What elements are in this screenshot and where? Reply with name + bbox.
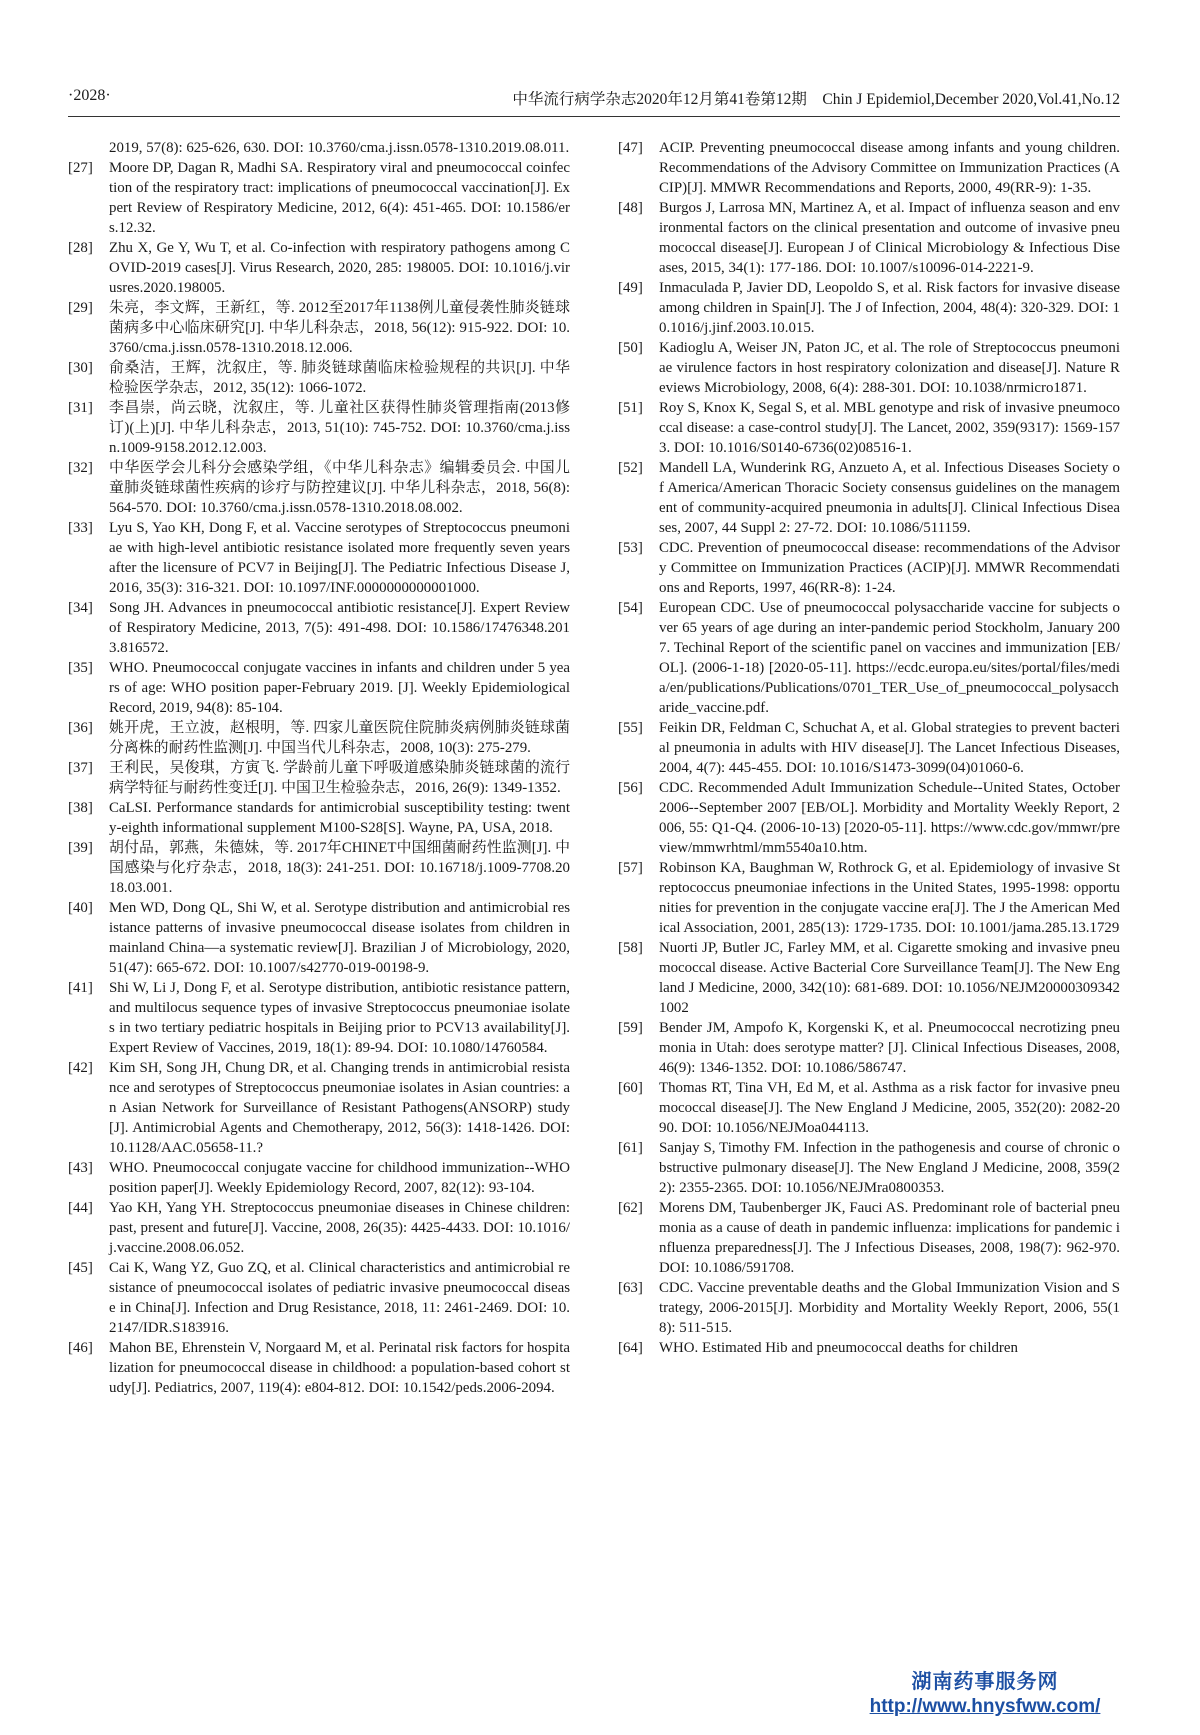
reference-entry (68, 518, 570, 598)
reference-number: [43] (68, 1160, 93, 1176)
reference-text: WHO. Pneumococcal conjugate vaccine for childhood immunization--WHO position paper[J]. Weekly Epidemiology Record, 2007, 82(12): 93-104. (109, 1160, 570, 1196)
reference-entry (68, 158, 570, 238)
reference-text: Moore DP, Dagan R, Madhi SA. Respiratory viral and pneumococcal coinfection of the respiratory tract: implications of pneumococcal vaccination[J]. Expert Review of Respiratory Medicine, 2012, 6(4): 451-465. DOI: 10.1586/ers.12.32. (109, 160, 570, 236)
reference-text: Lyu S, Yao KH, Dong F, et al. Vaccine serotypes of Streptococcus pneumoniae with high-level antibiotic resistance isolated more frequently seven years after the licensure of PCV7 in Beijing[J]. The Pediatric Infectious Disease J, 2016, 35(3): 316-321. DOI: 10.1097/INF.0000000000001000. (109, 520, 570, 596)
page-number: ·2028· (68, 87, 111, 104)
reference-number: [53] (618, 540, 643, 556)
reference-text: Mandell LA, Wunderink RG, Anzueto A, et al. Infectious Diseases Society of America/American Thoracic Society consensus guidelines on the management of community-acquired pneumonia in adults[J]. Clinical Infectious Diseases, 2007, 44 Suppl 2: 27-72. DOI: 10.1086/511159. (659, 460, 1120, 536)
site-watermark (840, 1665, 1130, 1718)
watermark-url-link[interactable]: http://www.hnysfww.com/ (869, 1696, 1101, 1717)
reference-number: [49] (618, 280, 643, 296)
reference-text: 姚开虎，王立波，赵根明，等. 四家儿童医院住院肺炎病例肺炎链球菌分离株的耐药性监测[J]. 中国当代儿科杂志，2008, 10(3): 275-279. (109, 720, 570, 756)
reference-text: Burgos J, Larrosa MN, Martinez A, et al. Impact of influenza season and environmental factors on the clinical presentation and outcome of invasive pneumococcal disease[J]. European J of Clinical Microbiology & Infectious Diseases, 2015, 34(1): 177-186. DOI: 10.1007/s10096-014-2221-9. (659, 200, 1120, 276)
reference-number: [28] (68, 240, 93, 256)
reference-entry (68, 1338, 570, 1398)
reference-entry (618, 938, 1120, 1018)
reference-entry (618, 538, 1120, 598)
reference-text: 中华医学会儿科分会感染学组，《中华儿科杂志》编辑委员会. 中国儿童肺炎链球菌性疾病的诊疗与防控建议[J]. 中华儿科杂志，2018, 56(8): 564-570. DOI: 10.3760/cma.j.issn.0578-1310.2018.08.002. (109, 460, 570, 516)
reference-number: [32] (68, 460, 93, 476)
reference-text: 胡付品，郭燕，朱德妹，等. 2017年CHINET中国细菌耐药性监测[J]. 中国感染与化疗杂志，2018, 18(3): 241-251. DOI: 10.16718/j.1009-7708.2018.03.001. (109, 840, 570, 896)
reference-text: European CDC. Use of pneumococcal polysaccharide vaccine for subjects over 65 years of age during an inter-pandemic period Stockholm, January 2007. Techinal Report of the scientific panel on vaccines and immunization [EB/OL]. (2006-1-18) [2020-05-11]. https://ecdc.europa.eu/sites/portal/files/media/en/publications/Publications/0701_TER_Use_of_pneumococcal_polysaccharide_vaccine.pdf. (659, 600, 1120, 716)
page-header (68, 87, 1120, 115)
reference-number: [47] (618, 140, 643, 156)
reference-entry (68, 238, 570, 298)
reference-text: 王利民，吴俊琪，方寅飞. 学龄前儿童下呼吸道感染肺炎链球菌的流行病学特征与耐药性变迁[J]. 中国卫生检验杂志，2016, 26(9): 1349-1352. (109, 760, 570, 796)
reference-list-left-column (68, 138, 570, 1398)
reference-number: [57] (618, 860, 643, 876)
reference-number: [60] (618, 1080, 643, 1096)
reference-number (68, 138, 109, 158)
reference-entry (68, 718, 570, 758)
reference-entry (68, 978, 570, 1058)
reference-entry (618, 598, 1120, 718)
reference-text: CaLSI. Performance standards for antimicrobial susceptibility testing: twenty-eighth informational supplement M100-S28[S]. Wayne, PA, USA, 2018. (109, 800, 570, 836)
reference-text: Robinson KA, Baughman W, Rothrock G, et al. Epidemiology of invasive Streptococcus pneumoniae infections in the United States, 1995-1998: opportunities for prevention in the conjugate vaccine era[J]. The J the American Medical Association, 2001, 285(13): 1729-1735. DOI: 10.1001/jama.285.13.1729 (659, 860, 1120, 936)
reference-number: [42] (68, 1060, 93, 1076)
reference-entry (618, 138, 1120, 198)
reference-number: [46] (68, 1340, 93, 1356)
reference-text: ACIP. Preventing pneumococcal disease among infants and young children. Recommendations of the Advisory Committee on Immunization Practices (ACIP)[J]. MMWR Recommendations and Reports, 2000, 49(RR-9): 1-35. (659, 140, 1120, 196)
reference-entry (618, 338, 1120, 398)
reference-text: Nuorti JP, Butler JC, Farley MM, et al. Cigarette smoking and invasive pneumococcal disease. Active Bacterial Core Surveillance Team[J]. The New England J Medicine, 2000, 342(10): 681-689. DOI: 10.1056/NEJM200003093421002 (659, 940, 1120, 1016)
reference-text: Roy S, Knox K, Segal S, et al. MBL genotype and risk of invasive pneumococcal disease: a case-control study[J]. The Lancet, 2002, 359(9317): 1569-1573. DOI: 10.1016/S0140-6736(02)08516-1. (659, 400, 1120, 456)
reference-text: Song JH. Advances in pneumococcal antibiotic resistance[J]. Expert Review of Respiratory Medicine, 2013, 7(5): 491-498. DOI: 10.1586/17476348.2013.816572. (109, 600, 570, 656)
reference-number: [27] (68, 160, 93, 176)
reference-text: 李昌崇，尚云晓，沈叙庄，等. 儿童社区获得性肺炎管理指南(2013修订)(上)[J]. 中华儿科杂志，2013, 51(10): 745-752. DOI: 10.3760/cma.j.issn.1009-9158.2012.12.003. (109, 400, 570, 456)
reference-number: [50] (618, 340, 643, 356)
reference-text: Feikin DR, Feldman C, Schuchat A, et al. Global strategies to prevent bacterial pneumonia in adults with HIV disease[J]. The Lancet Infectious Diseases, 2004, 4(7): 445-455. DOI: 10.1016/S1473-3099(04)01060-6. (659, 720, 1120, 776)
reference-text: WHO. Estimated Hib and pneumococcal deaths for children (659, 1340, 1018, 1356)
reference-entry (68, 398, 570, 458)
reference-number: [44] (68, 1200, 93, 1216)
reference-entry (618, 1078, 1120, 1138)
reference-entry (618, 1278, 1120, 1338)
reference-text: Yao KH, Yang YH. Streptococcus pneumoniae diseases in Chinese children: past, present and future[J]. Vaccine, 2008, 26(35): 4425-4433. DOI: 10.1016/j.vaccine.2008.06.052. (109, 1200, 570, 1256)
reference-text: Kim SH, Song JH, Chung DR, et al. Changing trends in antimicrobial resistance and serotypes of Streptococcus pneumoniae isolates in Asian countries: an Asian Network for Surveillance of Resistant Pathogens(ANSORP) study[J]. Antimicrobial Agents and Chemotherapy, 2012, 56(3): 1418-1426. DOI: 10.1128/AAC.05658-11.? (109, 1060, 570, 1156)
reference-text: Shi W, Li J, Dong F, et al. Serotype distribution, antibiotic resistance pattern, and multilocus sequence types of invasive Streptococcus pneumoniae isolates in two tertiary pediatric hospitals in Beijing prior to PCV13 availability[J]. Expert Review of Vaccines, 2019, 18(1): 89-94. DOI: 10.1080/14760584. (109, 980, 570, 1056)
reference-entry (68, 1258, 570, 1338)
reference-text: WHO. Pneumococcal conjugate vaccines in infants and children under 5 years of age: WHO position paper-February 2019. [J]. Weekly Epidemiological Record, 2019, 94(8): 85-104. (109, 660, 570, 716)
reference-number: [61] (618, 1140, 643, 1156)
reference-text: CDC. Recommended Adult Immunization Schedule--United States, October 2006--September 2007 [EB/OL]. Morbidity and Mortality Weekly Report, 2006, 55: Q1-Q4. (2006-10-13) [2020-05-11]. https://www.cdc.gov/mmwr/preview/mmwrhtml/mm5540a10.htm. (659, 780, 1120, 856)
reference-text: Men WD, Dong QL, Shi W, et al. Serotype distribution and antimicrobial resistance patterns of invasive pneumococcal disease isolates from children in mainland China—a systematic review[J]. Brazilian J of Microbiology, 2020, 51(47): 665-672. DOI: 10.1007/s42770-019-00198-9. (109, 900, 570, 976)
reference-entry (68, 838, 570, 898)
reference-number: [55] (618, 720, 643, 736)
reference-text: Morens DM, Taubenberger JK, Fauci AS. Predominant role of bacterial pneumonia as a cause of death in pandemic influenza: implications for pandemic influenza preparedness[J]. The J Infectious Diseases, 2008, 198(7): 962-970. DOI: 10.1086/591708. (659, 1200, 1120, 1276)
reference-entry (68, 798, 570, 838)
reference-text: CDC. Vaccine preventable deaths and the Global Immunization Vision and Strategy, 2006-2015[J]. Morbidity and Mortality Weekly Report, 2006, 55(18): 511-515. (659, 1280, 1120, 1336)
reference-entry (618, 778, 1120, 858)
reference-number: [30] (68, 360, 93, 376)
reference-number: [48] (618, 200, 643, 216)
reference-number: [56] (618, 780, 643, 796)
reference-text: Cai K, Wang YZ, Guo ZQ, et al. Clinical characteristics and antimicrobial resistance of pneumococcal isolates of pediatric invasive pneumococcal disease in China[J]. Infection and Drug Resistance, 2018, 11: 2461-2469. DOI: 10.2147/IDR.S183916. (109, 1260, 570, 1336)
reference-entry (618, 278, 1120, 338)
reference-entry (68, 598, 570, 658)
reference-number: [63] (618, 1280, 643, 1296)
reference-number: [38] (68, 800, 93, 816)
reference-number: [64] (618, 1340, 643, 1356)
reference-entry (68, 138, 570, 158)
reference-number: [37] (68, 760, 93, 776)
reference-number: [39] (68, 840, 93, 856)
reference-number: [29] (68, 300, 93, 316)
reference-entry (68, 358, 570, 398)
reference-number: [33] (68, 520, 93, 536)
reference-text: Sanjay S, Timothy FM. Infection in the pathogenesis and course of chronic obstructive pulmonary disease[J]. The New England J Medicine, 2008, 359(22): 2355-2365. DOI: 10.1056/NEJMra0800353. (659, 1140, 1120, 1196)
reference-text: Thomas RT, Tina VH, Ed M, et al. Asthma as a risk factor for invasive pneumococcal disease[J]. The New England J Medicine, 2005, 352(20): 2082-2090. DOI: 10.1056/NEJMoa044113. (659, 1080, 1120, 1136)
reference-entry (618, 1198, 1120, 1278)
reference-number: [35] (68, 660, 93, 676)
reference-entry (618, 1018, 1120, 1078)
reference-number: [41] (68, 980, 93, 996)
reference-text: Bender JM, Ampofo K, Korgenski K, et al. Pneumococcal necrotizing pneumonia in Utah: does serotype matter? [J]. Clinical Infectious Diseases, 2008, 46(9): 1346-1352. DOI: 10.1086/586747. (659, 1020, 1120, 1076)
reference-entry (618, 198, 1120, 278)
reference-number: [58] (618, 940, 643, 956)
reference-entry (68, 1198, 570, 1258)
reference-entry (68, 898, 570, 978)
reference-entry (68, 1058, 570, 1158)
reference-entry (618, 718, 1120, 778)
reference-number: [31] (68, 400, 93, 416)
reference-entry (618, 1338, 1120, 1358)
reference-text: 2019, 57(8): 625-626, 630. DOI: 10.3760/cma.j.issn.0578-1310.2019.08.011. (109, 140, 570, 156)
reference-entry (68, 1158, 570, 1198)
reference-text: CDC. Prevention of pneumococcal disease: recommendations of the Advisory Committee on Immunization Practices (ACIP)[J]. MMWR Recommendations and Reports, 1997, 46(RR-8): 1-24. (659, 540, 1120, 596)
journal-running-header: 中华流行病学杂志2020年12月第41卷第12期 Chin J Epidemiol,December 2020,Vol.41,No.12 (512, 91, 1120, 108)
reference-number: [62] (618, 1200, 643, 1216)
reference-entry (618, 858, 1120, 938)
reference-entry (68, 658, 570, 718)
reference-entry (618, 1138, 1120, 1198)
watermark-site-name: 湖南药事服务网 (911, 1671, 1059, 1693)
reference-entry (68, 298, 570, 358)
reference-text: Kadioglu A, Weiser JN, Paton JC, et al. The role of Streptococcus pneumoniae virulence factors in host respiratory colonization and disease[J]. Nature Reviews Microbiology, 2008, 6(4): 288-301. DOI: 10.1038/nrmicro1871. (659, 340, 1120, 396)
reference-number: [54] (618, 600, 643, 616)
reference-number: [40] (68, 900, 93, 916)
reference-number: [36] (68, 720, 93, 736)
reference-text: Inmaculada P, Javier DD, Leopoldo S, et al. Risk factors for invasive disease among children in Spain[J]. The J of Infection, 2004, 48(4): 320-329. DOI: 10.1016/j.jinf.2003.10.015. (659, 280, 1120, 336)
reference-entry (618, 398, 1120, 458)
reference-number: [45] (68, 1260, 93, 1276)
reference-number: [52] (618, 460, 643, 476)
reference-list-right-column (618, 138, 1120, 1358)
reference-number: [59] (618, 1020, 643, 1036)
reference-text: 俞桑洁，王辉，沈叙庄，等. 肺炎链球菌临床检验规程的共识[J]. 中华检验医学杂志，2012, 35(12): 1066-1072. (109, 360, 570, 396)
reference-text: Mahon BE, Ehrenstein V, Norgaard M, et al. Perinatal risk factors for hospitalization for pneumococcal disease in childhood: a population-based cohort study[J]. Pediatrics, 2007, 119(4): e804-812. DOI: 10.1542/peds.2006-2094. (109, 1340, 570, 1396)
reference-text: Zhu X, Ge Y, Wu T, et al. Co-infection with respiratory pathogens among COVID-2019 cases[J]. Virus Research, 2020, 285: 198005. DOI: 10.1016/j.virusres.2020.198005. (109, 240, 570, 296)
reference-text: 朱亮，李文辉，王新红，等. 2012至2017年1138例儿童侵袭性肺炎链球菌病多中心临床研究[J]. 中华儿科杂志，2018, 56(12): 915-922. DOI: 10.3760/cma.j.issn.0578-1310.2018.12.006. (109, 300, 570, 356)
reference-number: [34] (68, 600, 93, 616)
reference-entry (618, 458, 1120, 538)
reference-entry (68, 458, 570, 518)
reference-entry (68, 758, 570, 798)
header-divider (68, 116, 1120, 117)
reference-number: [51] (618, 400, 643, 416)
